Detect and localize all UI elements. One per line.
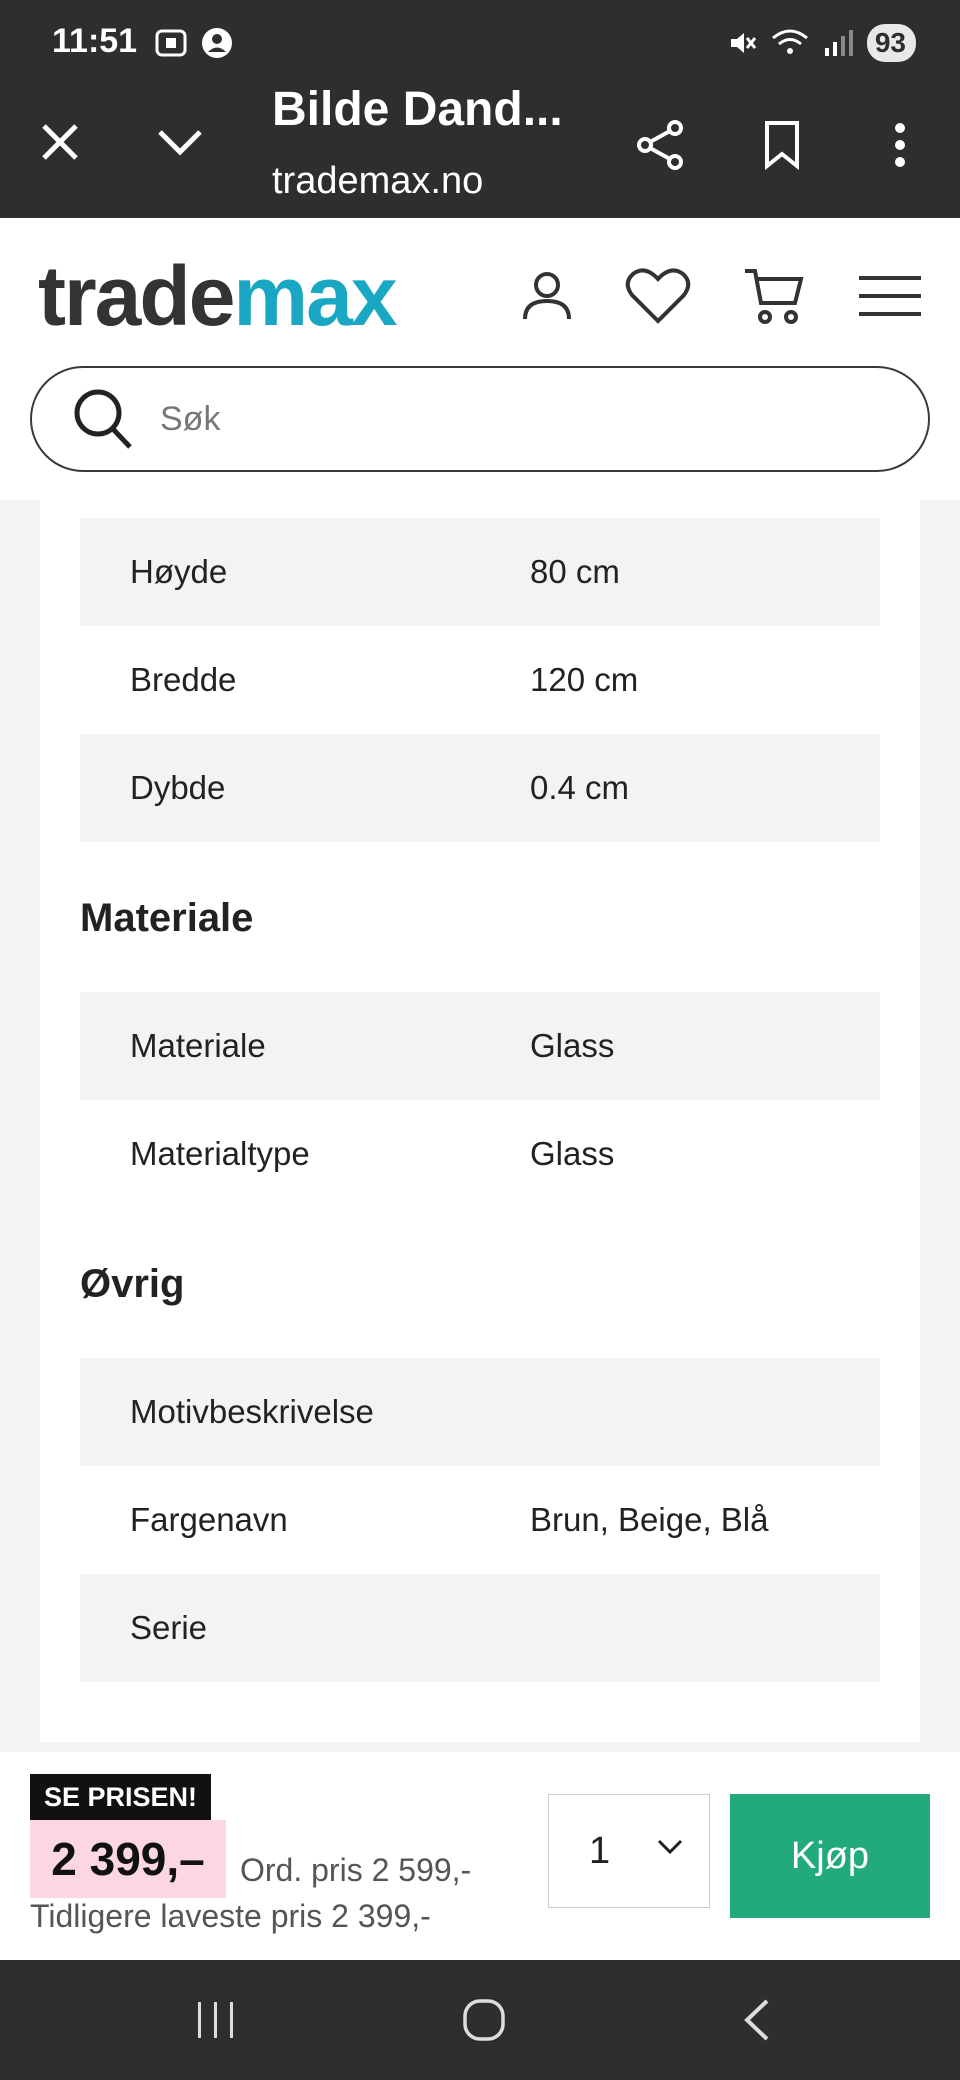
account-button[interactable]	[507, 256, 587, 336]
ordinary-price: Ord. pris 2 599,-	[240, 1852, 472, 1888]
recent-apps-icon	[194, 2000, 238, 2040]
search-icon	[72, 387, 134, 451]
spec-row: Serie	[80, 1574, 880, 1682]
section-title-other: Øvrig	[80, 1262, 185, 1306]
search-bar[interactable]	[30, 366, 930, 472]
price-badge: SE PRISEN!	[30, 1774, 211, 1821]
spec-row: Motivbeskrivelse	[80, 1358, 880, 1466]
mute-icon	[727, 28, 757, 58]
hamburger-icon	[859, 274, 921, 318]
browser-chrome	[0, 0, 960, 218]
lowest-price: Tidligere laveste pris 2 399,-	[30, 1898, 431, 1934]
spec-row: Bredde 120 cm	[130, 661, 639, 698]
share-button[interactable]	[630, 115, 690, 175]
spec-row: Dybde 0.4 cm	[80, 734, 880, 842]
trademax-logo[interactable]: trademax	[38, 249, 396, 343]
quantity-select[interactable]: 1	[548, 1794, 710, 1908]
search-input[interactable]	[160, 400, 860, 439]
minimize-tab-button[interactable]	[148, 110, 212, 174]
spec-row: Materiale Glass	[80, 992, 880, 1100]
system-navigation-bar	[0, 1960, 960, 2080]
wifi-icon	[771, 28, 809, 58]
site-header	[0, 218, 960, 500]
account-icon	[200, 26, 234, 60]
status-time: 11:51	[52, 22, 138, 60]
buy-button[interactable]: Kjøp	[730, 1794, 930, 1918]
battery-indicator: 93	[867, 24, 916, 62]
chevron-down-icon	[657, 1839, 683, 1855]
current-price: 2 399,–	[30, 1820, 226, 1898]
back-icon	[741, 1998, 771, 2042]
cart-button[interactable]	[734, 256, 814, 336]
more-options-button[interactable]	[870, 115, 930, 175]
buy-bar	[0, 1752, 960, 1960]
chevron-down-icon	[157, 127, 203, 157]
product-specifications	[40, 500, 920, 1742]
cart-icon	[743, 265, 805, 327]
screenshot-icon	[154, 26, 188, 60]
signal-icon	[823, 28, 853, 58]
spec-row: Materialtype Glass	[130, 1135, 615, 1172]
bookmark-icon	[762, 120, 802, 170]
close-tab-button[interactable]	[28, 110, 92, 174]
bookmark-button[interactable]	[752, 115, 812, 175]
heart-icon	[625, 267, 691, 325]
back-button[interactable]	[716, 1990, 796, 2050]
spec-row: Fargenavn Brun, Beige, Blå	[130, 1501, 769, 1538]
spec-row: Høyde 80 cm	[80, 518, 880, 626]
user-icon	[521, 269, 573, 323]
more-vert-icon	[894, 123, 906, 167]
recent-apps-button[interactable]	[176, 1990, 256, 2050]
page-title: Bilde Dand...	[272, 83, 563, 136]
section-title-material: Materiale	[80, 896, 254, 940]
home-button[interactable]	[444, 1990, 524, 2050]
page-url: trademax.no	[272, 160, 484, 202]
wishlist-button[interactable]	[618, 256, 698, 336]
close-icon	[40, 122, 80, 162]
share-icon	[635, 119, 685, 171]
home-icon	[462, 1998, 506, 2042]
menu-button[interactable]	[850, 256, 930, 336]
